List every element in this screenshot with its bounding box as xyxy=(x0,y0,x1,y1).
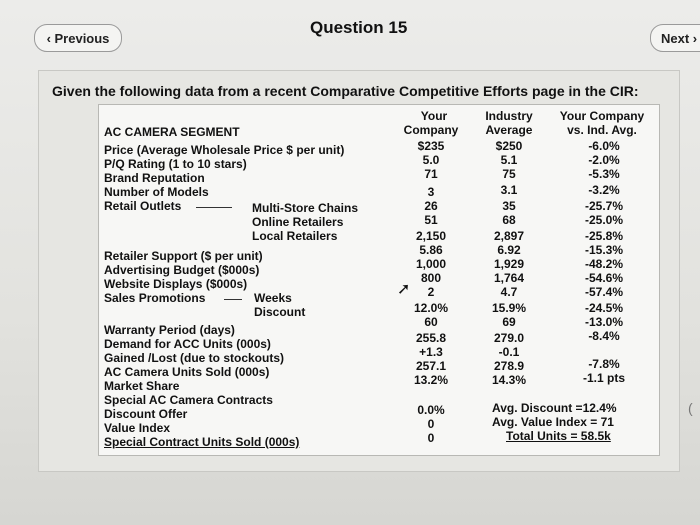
your-value: 0 xyxy=(427,431,435,445)
vs-value: -48.2% xyxy=(584,257,624,271)
your-value: 5.0 xyxy=(422,153,440,167)
industry-value: 4.7 xyxy=(500,285,518,299)
header-vs-1: Your Company xyxy=(559,109,645,123)
your-value: 3 xyxy=(427,185,435,199)
row-label: Website Displays ($000s) xyxy=(104,277,248,291)
dash-line xyxy=(224,299,242,300)
your-value: 12.0% xyxy=(413,301,449,315)
your-value: 257.1 xyxy=(415,359,447,373)
row-label: AC Camera Units Sold (000s) xyxy=(104,365,270,379)
industry-value: 75 xyxy=(502,167,516,181)
your-value: 255.8 xyxy=(415,331,447,345)
row-sublabel: Multi-Store Chains xyxy=(252,201,359,215)
vs-value: -25.7% xyxy=(584,199,624,213)
header-your-1: Your xyxy=(420,109,448,123)
industry-value: 6.92 xyxy=(497,243,521,257)
industry-value: 1,764 xyxy=(493,271,525,285)
industry-value: 68 xyxy=(502,213,516,227)
row-label: Special Contract Units Sold (000s) xyxy=(104,435,300,449)
vs-value: -13.0% xyxy=(584,315,624,329)
your-value: 71 xyxy=(424,167,438,181)
row-label: Advertising Budget ($000s) xyxy=(104,263,260,277)
segment-header: AC CAMERA SEGMENT xyxy=(104,125,240,139)
header-vs-2: vs. Ind. Avg. xyxy=(567,123,637,137)
your-value: 0.0% xyxy=(417,403,445,417)
header-ind-2: Average xyxy=(485,123,533,137)
your-value: 800 xyxy=(420,271,442,285)
your-value: 0 xyxy=(427,417,435,431)
previous-button[interactable]: ‹ Previous xyxy=(34,24,122,52)
vs-value: -8.4% xyxy=(588,329,620,343)
row-label: Market Share xyxy=(104,379,180,393)
question-text: Given the following data from a recent Comparative Competitive Efforts page in the CIR: xyxy=(52,83,639,99)
your-value: 1,000 xyxy=(415,257,447,271)
row-label: Discount Offer xyxy=(104,407,188,421)
industry-value: 5.1 xyxy=(500,153,518,167)
header-your-2: Company xyxy=(403,123,459,137)
industry-value: -0.1 xyxy=(498,345,520,359)
row-label: Value Index xyxy=(104,421,171,435)
industry-value: 1,929 xyxy=(493,257,525,271)
industry-value: 3.1 xyxy=(500,183,518,197)
industry-value: 69 xyxy=(502,315,516,329)
vs-value: -7.8% xyxy=(588,357,620,371)
your-value: 60 xyxy=(424,315,438,329)
industry-value: 279.0 xyxy=(493,331,525,345)
row-label: P/Q Rating (1 to 10 stars) xyxy=(104,157,247,171)
contract-note: Avg. Discount =12.4% xyxy=(492,401,617,415)
your-value: 2,150 xyxy=(415,229,447,243)
industry-value: 35 xyxy=(502,199,516,213)
vs-value: -54.6% xyxy=(584,271,624,285)
your-value: 5.86 xyxy=(419,243,443,257)
your-value: 13.2% xyxy=(413,373,449,387)
dash-line xyxy=(196,207,232,208)
row-label: Demand for ACC Units (000s) xyxy=(104,337,271,351)
row-label: Price (Average Wholesale Price $ per unit) xyxy=(104,143,345,157)
vs-value: -2.0% xyxy=(588,153,620,167)
industry-value: 278.9 xyxy=(493,359,525,373)
contract-note: Total Units = 58.5k xyxy=(506,429,611,443)
your-value: +1.3 xyxy=(419,345,443,359)
your-value: 2 xyxy=(427,285,435,299)
row-label: Retail Outlets xyxy=(104,199,182,213)
row-label: Gained /Lost (due to stockouts) xyxy=(104,351,285,365)
mouse-cursor-icon: ➚ xyxy=(397,281,411,298)
row-sublabel: Discount xyxy=(254,305,306,319)
vs-value: -3.2% xyxy=(588,183,620,197)
question-title: Question 15 xyxy=(310,18,408,37)
vs-value: -1.1 pts xyxy=(582,371,625,385)
row-label: Number of Models xyxy=(104,185,209,199)
your-value: 26 xyxy=(424,199,438,213)
industry-value: $250 xyxy=(495,139,523,153)
row-label: Special AC Camera Contracts xyxy=(104,393,273,407)
industry-value: 14.3% xyxy=(491,373,527,387)
row-label: Retailer Support ($ per unit) xyxy=(104,249,263,263)
your-value: 51 xyxy=(424,213,438,227)
industry-value: 2,897 xyxy=(493,229,525,243)
vs-value: -6.0% xyxy=(588,139,620,153)
vs-value: -25.0% xyxy=(584,213,624,227)
industry-value: 15.9% xyxy=(491,301,527,315)
contract-note: Avg. Value Index = 71 xyxy=(492,415,614,429)
vs-value: -57.4% xyxy=(584,285,624,299)
your-value: $235 xyxy=(417,139,445,153)
vs-value: -5.3% xyxy=(588,167,620,181)
header-ind-1: Industry xyxy=(485,109,533,123)
row-sublabel: Weeks xyxy=(254,291,292,305)
row-label: Brand Reputation xyxy=(104,171,205,185)
row-label: Warranty Period (days) xyxy=(104,323,235,337)
next-button[interactable]: Next › xyxy=(650,24,700,52)
edge-bracket-icon: ( xyxy=(688,400,693,416)
vs-value: -24.5% xyxy=(584,301,624,315)
row-label: Sales Promotions xyxy=(104,291,206,305)
vs-value: -25.8% xyxy=(584,229,624,243)
row-sublabel: Online Retailers xyxy=(252,215,344,229)
vs-value: -15.3% xyxy=(584,243,624,257)
row-sublabel: Local Retailers xyxy=(252,229,338,243)
